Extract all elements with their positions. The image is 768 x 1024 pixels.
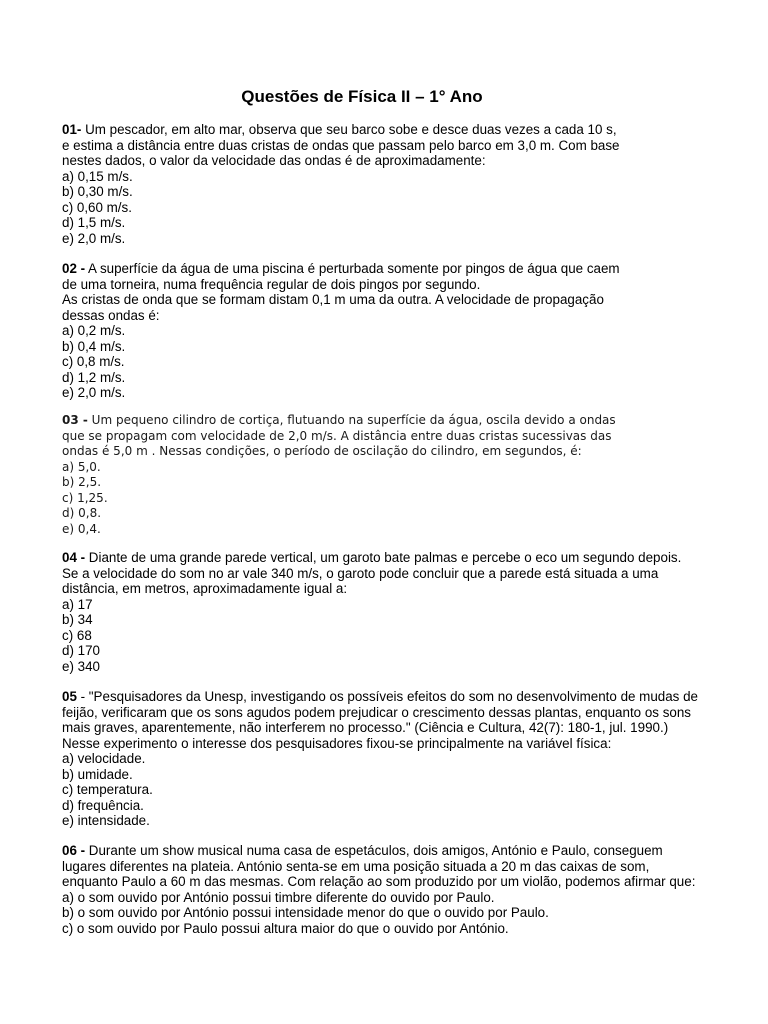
answer-option: a) 5,0. [62, 459, 101, 474]
answer-option: b) 34 [62, 612, 93, 627]
question-text: enquanto Paulo a 60 m das mesmas. Com relação ao som produzido por um violão, podemos afirmar que: [62, 874, 696, 889]
answer-option: b) 0,4 m/s. [62, 338, 126, 354]
question-text: 06 - Durante um show musical numa casa de espetáculos, dois amigos, António e Paulo, conseguem [62, 843, 663, 858]
answer-option: b) o som ouvido por António possui intensidade menor do que o ouvido por Paulo. [62, 905, 549, 920]
answer-option: b) umidade. [62, 766, 133, 782]
answer-option: c) o som ouvido por Paulo possui altura maior do que o ouvido por António. [62, 920, 509, 936]
question-text: que se propagam com velocidade de 2,0 m/s. A distância entre duas cristas sucessivas das [62, 428, 612, 443]
question-number: 04 - [62, 550, 86, 565]
question-text: 01- Um pescador, em alto mar, observa que seu barco sobe e desce duas vezes a cada 10 s, [62, 122, 617, 137]
question-06 [62, 843, 742, 936]
question-number: 06 - [62, 843, 86, 858]
answer-option: e) 340 [62, 658, 100, 674]
question-text: lugares diferentes na plateia. António senta-se em uma posição situada a 20 m das caixas de som, [62, 858, 650, 874]
answer-option: b) 0,30 m/s. [62, 184, 133, 199]
question-text: e estima a distância entre duas cristas de ondas que passam pelo barco em 3,0 m. Com base [62, 137, 620, 153]
question-text: mais graves, aparentemente, não interferem no processo." (Ciência e Cultura, 42(7): 180-1, jul. 1990.) [62, 720, 669, 735]
question-number: 02 - [62, 261, 86, 276]
question-05 [62, 689, 742, 829]
answer-option: c) 68 [62, 627, 92, 643]
question-number: 03 - [62, 413, 88, 427]
answer-option: c) temperatura. [62, 782, 153, 797]
answer-option: c) 0,60 m/s. [62, 199, 132, 215]
answer-option: e) 0,4. [62, 521, 101, 536]
question-text: ondas é 5,0 m . Nessas condições, o período de oscilação do cilindro, em segundos, é: [62, 444, 582, 458]
question-03 [62, 413, 742, 537]
answer-option: e) intensidade. [62, 813, 150, 828]
answer-option: a) 0,15 m/s. [62, 168, 133, 184]
question-number: 01- [62, 122, 82, 137]
answer-option: d) 1,2 m/s. [62, 369, 126, 385]
question-text: Nesse experimento o interesse dos pesquisadores fixou-se principalmente na variável física: [62, 735, 612, 751]
question-text: Se a velocidade do som no ar vale 340 m/s, o garoto pode concluir que a parede está situada a uma [62, 565, 659, 581]
answer-option: d) 1,5 m/s. [62, 215, 126, 230]
question-text: de uma torneira, numa frequência regular de dois pingos por segundo. [62, 276, 481, 292]
answer-option: d) frequência. [62, 797, 144, 813]
question-text: As cristas de onda que se formam distam 0,1 m uma da outra. A velocidade de propagação [62, 292, 604, 307]
answer-option: d) 0,8. [62, 506, 102, 520]
question-text: distância, em metros, aproximadamente igual a: [62, 581, 348, 596]
answer-option: e) 2,0 m/s. [62, 385, 126, 400]
question-text: nestes dados, o valor da velocidade das ondas é de aproximadamente: [62, 153, 486, 168]
question-text: 05 - "Pesquisadores da Unesp, investigando os possíveis efeitos do som no desenvolvimento de mudas de [62, 689, 698, 704]
page-title: Questões de Física II – 1° Ano [241, 87, 483, 106]
answer-option: a) o som ouvido por António possui timbre diferente do ouvido por Paulo. [62, 889, 495, 905]
question-01 [62, 122, 742, 246]
answer-option: a) 17 [62, 596, 93, 612]
question-number: 05 [62, 689, 77, 704]
question-text: 04 - Diante de uma grande parede vertical, um garoto bate palmas e percebe o eco um segundo depois. [62, 550, 682, 565]
question-text: 02 - A superfície da água de uma piscina é perturbada somente por pingos de água que caem [62, 261, 620, 276]
answer-option: a) 0,2 m/s. [62, 323, 126, 338]
question-text: feijão, verificaram que os sons agudos podem prejudicar o crescimento dessas plantas, enquanto os sons [62, 704, 691, 720]
question-text: dessas ondas é: [62, 307, 160, 323]
question-02 [62, 261, 742, 401]
question-04 [62, 550, 742, 674]
answer-option: c) 0,8 m/s. [62, 354, 125, 369]
answer-option: d) 170 [62, 643, 100, 658]
answer-option: a) velocidade. [62, 751, 146, 766]
question-text: 03 - Um pequeno cilindro de cortiça, flutuando na superfície da água, oscila devido a ondas [62, 413, 616, 427]
answer-option: c) 1,25. [62, 490, 108, 505]
answer-option: e) 2,0 m/s. [62, 230, 126, 246]
answer-option: b) 2,5. [62, 475, 102, 489]
